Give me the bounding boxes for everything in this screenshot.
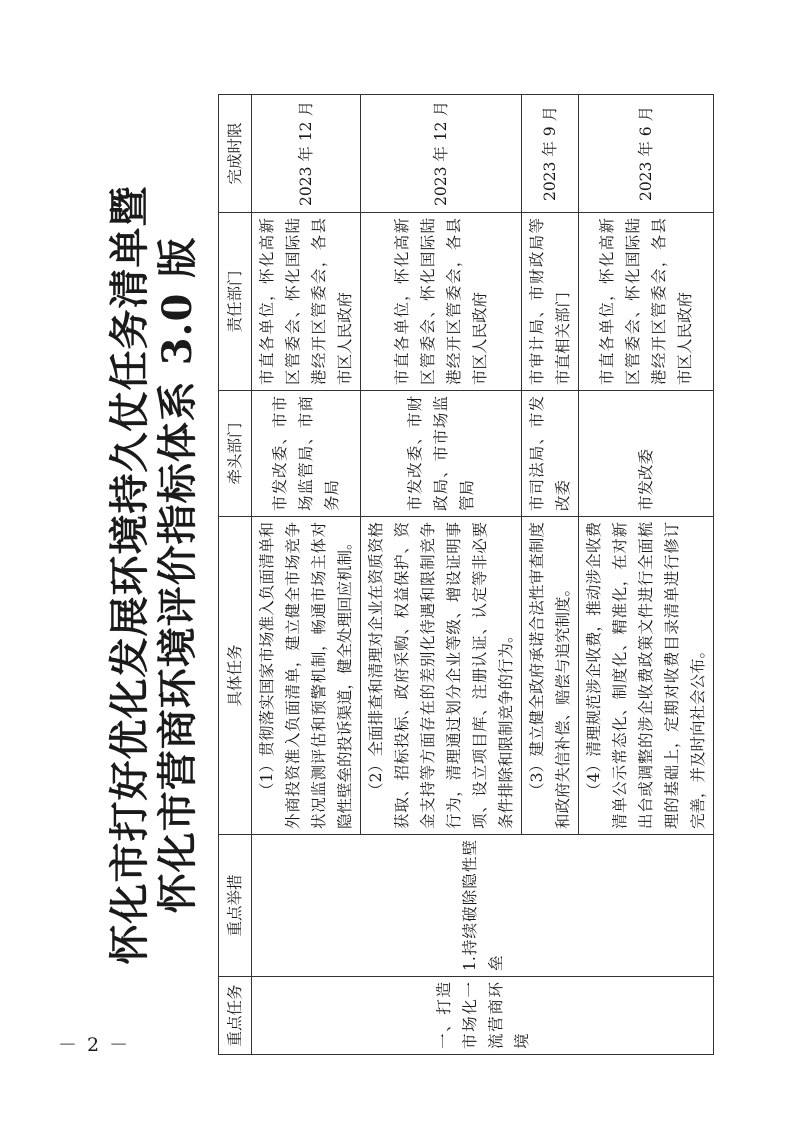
specific-task-cell: （4）清理规范涉企收费，推动涉企收费清单公示常态化、制度化、精准化，在对新出台或调整的涉企收费政策文件进行全面梳理的基础上，定期对收费目录清单进行修订完善，并及时向社会公布。 (579, 517, 714, 835)
resp-dept-cell: 市直各单位，怀化高新区管委会、怀化国际陆港经开区管委会，各县市区人民政府 (579, 213, 714, 391)
specific-task-cell: （2）全面排查和清理对企业在资质资格获取、招标投标、政府采购、权益保护、资金支持等方面存在的差别化待遇和限制竞争行为，清理通过划分企业等级、增设证明事项、设立项目库、注册认证、认定等非必要条件排除和限制竞争的行为。 (361, 517, 522, 835)
header-key-task: 重点任务 (219, 977, 252, 1055)
lead-dept-cell: 市发改委、市市场监管局、市商务局 (252, 391, 361, 517)
deadline-cell: 2023 年 12 月 (361, 95, 522, 213)
rotated-page-content (100, 95, 707, 1055)
lead-dept-cell: 市发改委 (579, 391, 714, 517)
key-measure-cell: 1.持续破除隐性壁垒 (252, 835, 714, 977)
resp-dept-cell: 市直各单位，怀化高新区管委会、怀化国际陆港经开区管委会，各县市区人民政府 (361, 213, 522, 391)
header-deadline: 完成时限 (219, 95, 252, 213)
header-specific-task: 具体任务 (219, 517, 252, 835)
resp-dept-cell: 市直各单位，怀化高新区管委会、怀化国际陆港经开区管委会，各县市区人民政府 (252, 213, 361, 391)
key-task-cell: 一、打造市场化一流营商环境 (252, 977, 714, 1055)
lead-dept-cell: 市司法局、市发改委 (522, 391, 579, 517)
page-number: － 2 － (58, 1034, 131, 1056)
table-row (252, 95, 361, 1055)
specific-task-cell: （1）贯彻落实国家市场准入负面清单和外商投资准入负面清单，建立健全市场竞争状况监测评估和预警机制，畅通市场主体对隐性壁垒的投诉渠道，健全处理回应机制。 (252, 517, 361, 835)
deadline-cell: 2023 年 9 月 (522, 95, 579, 213)
title-line-1: 怀化市打好优化发展环境持久仗任务清单暨 (106, 185, 153, 965)
title-line-2: 怀化市营商环境评价指标体系 3.0 版 (154, 236, 201, 914)
document-title (100, 95, 220, 1055)
resp-dept-cell: 市审计局、市财政局等市直相关部门 (522, 213, 579, 391)
deadline-cell: 2023 年 12 月 (252, 95, 361, 213)
deadline-cell: 2023 年 6 月 (579, 95, 714, 213)
specific-task-cell: （3）建立健全政府承诺合法性审查制度和政府失信补偿、赔偿与追究制度。 (522, 517, 579, 835)
table-header-row (219, 95, 252, 1055)
header-resp-dept: 责任部门 (219, 213, 252, 391)
task-table (218, 94, 714, 1055)
header-lead-dept: 牵头部门 (219, 391, 252, 517)
lead-dept-cell: 市发改委、市财政局、市市场监管局 (361, 391, 522, 517)
header-key-measure: 重点举措 (219, 835, 252, 977)
